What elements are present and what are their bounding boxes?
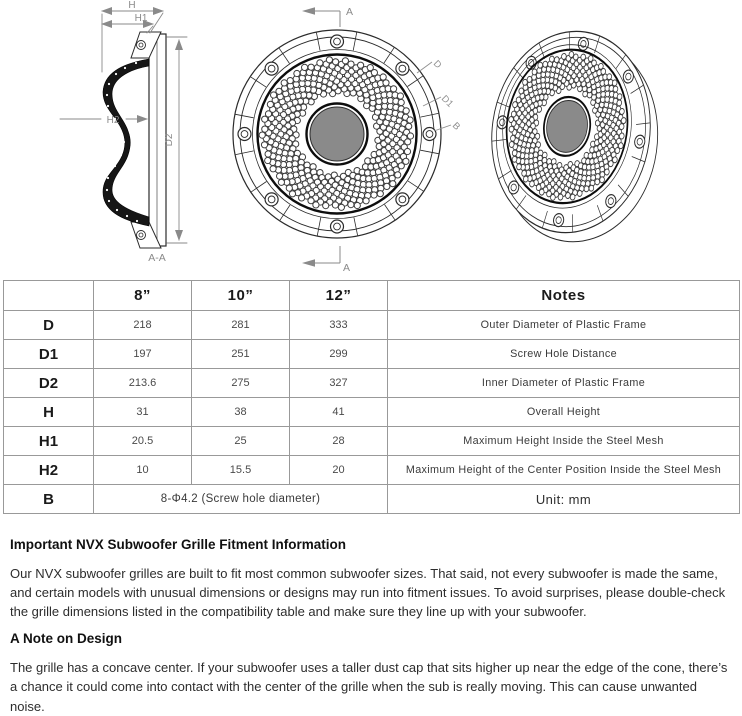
value-cell: 197 (94, 340, 192, 369)
perspective-view (478, 21, 672, 252)
header-param (4, 281, 94, 311)
note-cell: Inner Diameter of Plastic Frame (388, 369, 740, 398)
value-cell: 327 (290, 369, 388, 398)
dim-h2-label: H2 (106, 115, 120, 126)
section-a-bottom-label: A (343, 262, 351, 274)
table-row-h2 (4, 456, 740, 485)
table-row-h1 (4, 427, 740, 456)
value-cell: 333 (290, 311, 388, 340)
value-cell: 213.6 (94, 369, 192, 398)
note-cell: Outer Diameter of Plastic Frame (388, 311, 740, 340)
table-row-d2 (4, 369, 740, 398)
table-row-b (4, 485, 740, 514)
value-cell: 25 (192, 427, 290, 456)
value-cell: 31 (94, 398, 192, 427)
design-note-heading: A Note on Design (10, 631, 123, 647)
section-a-top-label: A (346, 6, 354, 18)
center-cap (310, 107, 364, 161)
table-row-d (4, 311, 740, 340)
value-cell: 41 (290, 398, 388, 427)
screw-spec-cell: 8-Φ4.2 (Screw hole diameter) (94, 485, 388, 514)
value-cell: 20.5 (94, 427, 192, 456)
param-cell: H2 (4, 456, 94, 485)
value-cell: 251 (192, 340, 290, 369)
dim-d2-label: D2 (164, 133, 175, 147)
dim-h-label: H (128, 0, 136, 11)
section-marker-bottom (302, 246, 350, 274)
front-view (233, 6, 462, 274)
header-10in: 10” (192, 281, 290, 311)
section-aa-label: A-A (148, 252, 166, 264)
value-cell: 281 (192, 311, 290, 340)
dim-h1-label: H1 (134, 13, 148, 24)
fitment-heading: Important NVX Subwoofer Grille Fitment Information (10, 537, 347, 552)
value-cell: 28 (290, 427, 388, 456)
header-notes: Notes (388, 281, 740, 311)
param-cell: B (4, 485, 94, 514)
info-copy (0, 514, 742, 716)
value-cell: 299 (290, 340, 388, 369)
callout-b-label: B (449, 120, 463, 133)
param-cell: D (4, 311, 94, 340)
section-marker-top (302, 6, 353, 27)
fitment-body: Our NVX subwoofer grilles are built to fit most common subwoofer sizes. That said, not every subwoofer is made the same, and certain models with unusual dimensions or designs may run into fitment issues. To avoid surprises, please double-check the grille dimensions listed in the compatibility table and make sure they line up with your subwoofer. (10, 566, 726, 620)
param-cell: H1 (4, 427, 94, 456)
param-cell: D2 (4, 369, 94, 398)
note-cell: Maximum Height Inside the Steel Mesh (388, 427, 740, 456)
table-row-h (4, 398, 740, 427)
unit-cell: Unit: mm (388, 485, 740, 514)
note-cell: Maximum Height of the Center Position Inside the Steel Mesh (388, 456, 740, 485)
value-cell: 38 (192, 398, 290, 427)
value-cell: 20 (290, 456, 388, 485)
param-cell: D1 (4, 340, 94, 369)
value-cell: 10 (94, 456, 192, 485)
table-row-d1 (4, 340, 740, 369)
table-header-row (4, 281, 740, 311)
grille-drawing-svg (0, 0, 742, 278)
note-cell: Overall Height (388, 398, 740, 427)
note-cell: Screw Hole Distance (388, 340, 740, 369)
value-cell: 15.5 (192, 456, 290, 485)
design-note-body: The grille has a concave center. If your subwoofer uses a taller dust cap that sits higher up near the edge of the cone, there’s a chance it could come into contact with the center of the grille when the sub is really moving. This can cause unwanted noise. (10, 660, 728, 714)
side-view (60, 0, 187, 264)
callout-d1-label: D1 (438, 93, 456, 110)
value-cell: 275 (192, 369, 290, 398)
callout-d-label: D (430, 58, 444, 71)
header-8in: 8” (94, 281, 192, 311)
dimensions-table (3, 280, 740, 514)
value-cell: 218 (94, 311, 192, 340)
technical-drawing (0, 0, 742, 278)
header-12in: 12” (290, 281, 388, 311)
param-cell: H (4, 398, 94, 427)
